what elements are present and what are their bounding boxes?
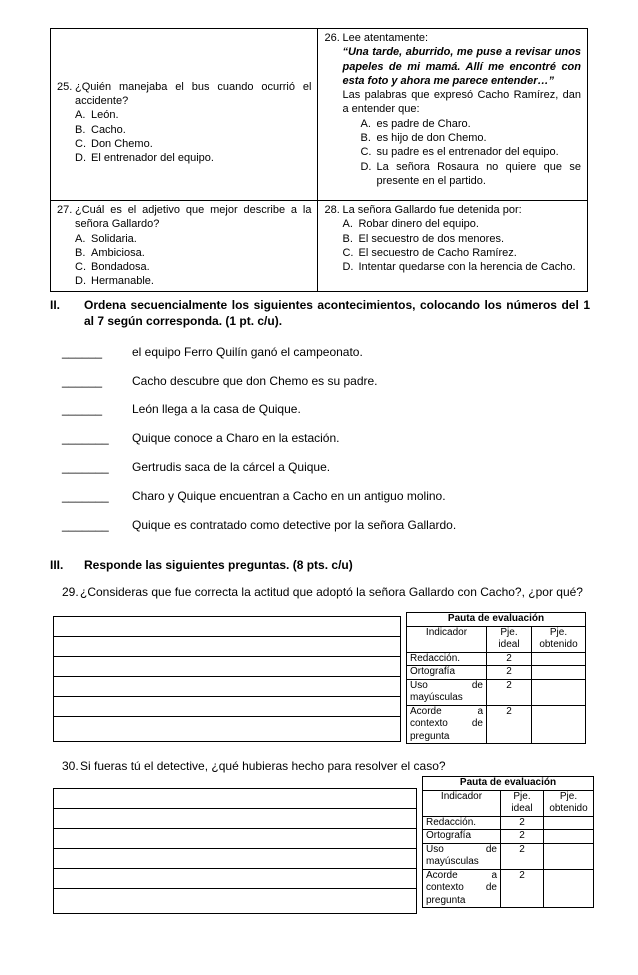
rubric-col-indicator: Indicador bbox=[407, 626, 487, 652]
score-cell[interactable] bbox=[532, 652, 586, 666]
rubric-title: Pauta de evaluación bbox=[407, 613, 586, 627]
option: B. El secuestro de dos menores. bbox=[342, 232, 505, 245]
score-cell[interactable] bbox=[544, 869, 594, 908]
rubric-row: Acorde a contexto de pregunta 2 bbox=[407, 705, 586, 744]
score-cell[interactable] bbox=[532, 679, 586, 705]
question-intro: Lee atentamente: bbox=[342, 32, 429, 44]
question-number: 27. bbox=[57, 204, 73, 216]
question-number: 28. bbox=[324, 204, 340, 216]
option: A. León. bbox=[75, 109, 119, 122]
question-text: La señora Gallardo fue detenida por: bbox=[342, 204, 522, 216]
answer-blank[interactable]: ______ bbox=[62, 345, 103, 359]
ordering-item: ______ Cacho descubre que don Chemo es su padre. bbox=[62, 374, 378, 388]
rubric-table-29 bbox=[406, 612, 586, 744]
questions-table bbox=[50, 28, 588, 292]
question-25 bbox=[51, 29, 318, 201]
option: B. Cacho. bbox=[75, 123, 126, 136]
answer-blank[interactable]: _______ bbox=[62, 460, 109, 474]
rubric-row: Uso de mayúsculas 2 bbox=[423, 843, 594, 869]
rubric-row: Ortografía 2 bbox=[423, 830, 594, 844]
option: C. su padre es el entrenador del equipo. bbox=[360, 146, 559, 159]
rubric-table-30 bbox=[422, 776, 594, 908]
answer-lines-30[interactable] bbox=[53, 788, 417, 914]
rubric-title: Pauta de evaluación bbox=[423, 777, 594, 791]
rubric-col-obtained: Pje. obtenido bbox=[544, 790, 594, 816]
rubric-row: Redacción. 2 bbox=[407, 652, 586, 666]
ordering-item: _______ Quique conoce a Charo en la estación. bbox=[62, 431, 340, 445]
question-text: ¿Quién manejaba el bus cuando ocurrió el accidente? bbox=[75, 80, 312, 107]
rubric-row: Acorde a contexto de pregunta 2 bbox=[423, 869, 594, 908]
answer-blank[interactable]: ______ bbox=[62, 374, 103, 388]
answer-blank[interactable]: _______ bbox=[62, 518, 109, 532]
answer-blank[interactable]: _______ bbox=[62, 489, 109, 503]
option: B. es hijo de don Chemo. bbox=[360, 132, 487, 145]
ordering-item: ______ el equipo Ferro Quilín ganó el campeonato. bbox=[62, 345, 363, 359]
question-28 bbox=[318, 201, 588, 292]
score-cell[interactable] bbox=[544, 816, 594, 830]
quote-text: “Una tarde, aburrido, me puse a revisar unos papeles de mi mamá. Allí me encontré con esta foto y ahora me parece entender…” bbox=[342, 46, 581, 87]
score-cell[interactable] bbox=[544, 843, 594, 869]
question-26 bbox=[318, 29, 588, 201]
section-2-heading: II. Ordena secuencialmente los siguientes acontecimientos, colocando los números del 1 al 7 según corresponda. (1 pt. c/u). bbox=[50, 298, 590, 328]
answer-blank[interactable]: _______ bbox=[62, 431, 109, 445]
option: D. El entrenador del equipo. bbox=[75, 152, 214, 165]
question-number: 25. bbox=[57, 80, 73, 93]
option: D. Hermanable. bbox=[75, 275, 154, 288]
question-30: 30. Si fueras tú el detective, ¿qué hubieras hecho para resolver el caso? bbox=[62, 759, 446, 773]
section-3-heading: III. Responde las siguientes preguntas. (8 pts. c/u) bbox=[50, 558, 353, 572]
score-cell[interactable] bbox=[532, 705, 586, 744]
answer-lines-29[interactable] bbox=[53, 616, 401, 742]
option: A. Robar dinero del equipo. bbox=[342, 218, 479, 231]
ordering-item: ______ León llega a la casa de Quique. bbox=[62, 402, 301, 416]
option: C. Don Chemo. bbox=[75, 137, 153, 150]
rubric-col-ideal: Pje. ideal bbox=[487, 626, 532, 652]
option: D. Intentar quedarse con la herencia de Cacho. bbox=[342, 261, 576, 274]
rubric-col-obtained: Pje. obtenido bbox=[532, 626, 586, 652]
option: B. Ambiciosa. bbox=[75, 246, 145, 259]
ordering-item: _______ Quique es contratado como detective por la señora Gallardo. bbox=[62, 518, 457, 532]
rubric-row: Ortografía 2 bbox=[407, 666, 586, 680]
question-text: Las palabras que expresó Cacho Ramírez, dan a entender que: bbox=[342, 89, 581, 116]
option: A. Solidaria. bbox=[75, 232, 137, 245]
question-27 bbox=[51, 201, 318, 292]
score-cell[interactable] bbox=[544, 830, 594, 844]
option: D. La señora Rosaura no quiere que se presente en el partido. bbox=[360, 160, 581, 187]
rubric-col-ideal: Pje. ideal bbox=[501, 790, 544, 816]
option: C. El secuestro de Cacho Ramírez. bbox=[342, 246, 517, 259]
answer-blank[interactable]: ______ bbox=[62, 402, 103, 416]
option: C. Bondadosa. bbox=[75, 261, 150, 274]
ordering-item: _______ Charo y Quique encuentran a Cacho en un antiguo molino. bbox=[62, 489, 446, 503]
rubric-col-indicator: Indicador bbox=[423, 790, 501, 816]
score-cell[interactable] bbox=[532, 666, 586, 680]
question-number: 26. bbox=[324, 32, 340, 44]
rubric-row: Uso de mayúsculas 2 bbox=[407, 679, 586, 705]
question-text: ¿Cuál es el adjetivo que mejor describe a la señora Gallardo? bbox=[75, 204, 312, 231]
question-29: 29. ¿Consideras que fue correcta la actitud que adoptó la señora Gallardo con Cacho?, ¿por qué? bbox=[62, 585, 583, 599]
option: A. es padre de Charo. bbox=[360, 117, 471, 130]
ordering-item: _______ Gertrudis saca de la cárcel a Quique. bbox=[62, 460, 331, 474]
rubric-row: Redacción. 2 bbox=[423, 816, 594, 830]
